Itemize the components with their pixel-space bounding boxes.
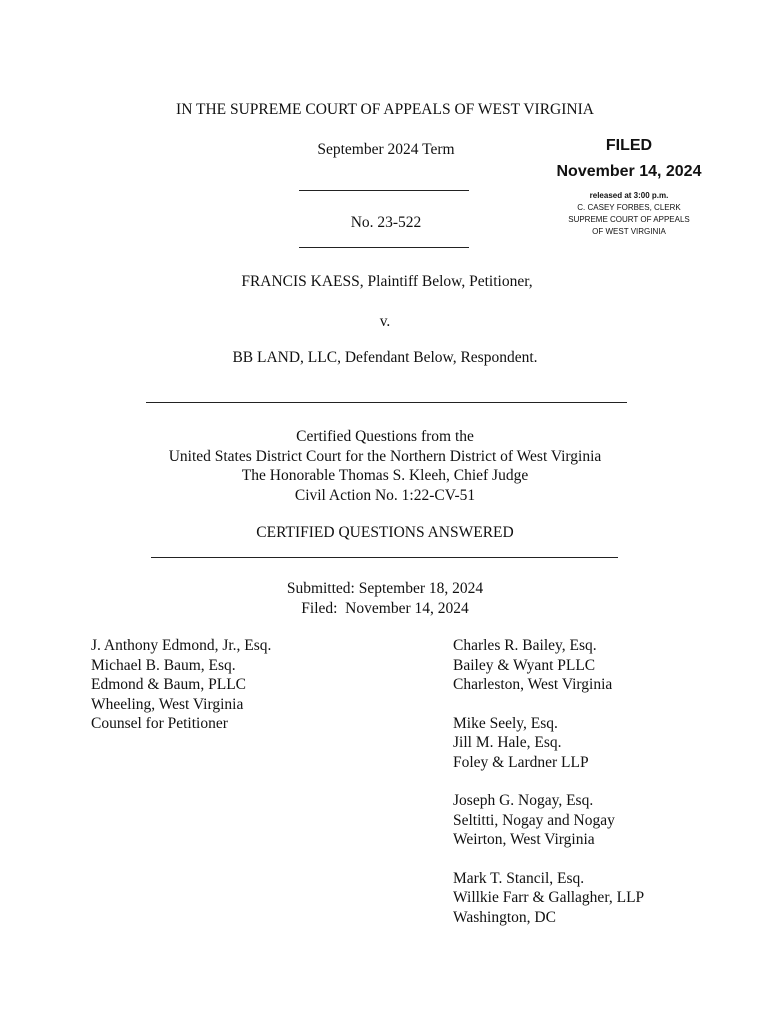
- certification-line: Civil Action No. 1:22-CV-51: [294, 486, 476, 504]
- counsel-line: Willkie Farr & Gallagher, LLP: [453, 889, 645, 906]
- counsel-group: [453, 869, 644, 928]
- filed-stamp-date: November 14, 2024: [556, 163, 702, 180]
- respondent-counsel-block: [453, 636, 644, 946]
- counsel-line: Counsel for Petitioner: [91, 715, 228, 732]
- certification-line: The Honorable Thomas S. Kleeh, Chief Judge: [241, 467, 529, 484]
- filed-stamp-clerk: C. CASEY FORBES, CLERK: [577, 203, 681, 212]
- filed-stamp-state: OF WEST VIRGINIA: [592, 227, 666, 236]
- certification-block: [0, 427, 770, 505]
- versus-label: v.: [379, 313, 391, 330]
- filed-date: Filed: November 14, 2024: [301, 599, 469, 617]
- counsel-line: Charles R. Bailey, Esq.: [453, 637, 597, 654]
- dates-block: [0, 579, 770, 618]
- divider-rule: [146, 402, 627, 403]
- petitioner-counsel-block: [91, 636, 271, 734]
- divider-rule: [299, 247, 469, 248]
- certification-line: United States District Court for the Northern District of West Virginia: [168, 447, 602, 465]
- counsel-line: Mark T. Stancil, Esq.: [453, 869, 585, 887]
- counsel-group: [453, 714, 644, 773]
- court-heading: IN THE SUPREME COURT OF APPEALS OF WEST VIRGINIA: [176, 101, 594, 118]
- certification-line: Certified Questions from the: [296, 428, 474, 445]
- counsel-line: Jill M. Hale, Esq.: [453, 734, 562, 751]
- petitioner-line: FRANCIS KAESS, Plaintiff Below, Petitioner,: [241, 273, 533, 290]
- counsel-line: Seltitti, Nogay and Nogay: [453, 811, 615, 829]
- counsel-line: Charleston, West Virginia: [453, 676, 613, 693]
- counsel-line: Weirton, West Virginia: [453, 831, 595, 848]
- docket-number: No. 23-522: [350, 214, 422, 231]
- counsel-line: Mike Seely, Esq.: [453, 714, 558, 732]
- counsel-line: Bailey & Wyant PLLC: [453, 656, 596, 674]
- counsel-line: Washington, DC: [453, 908, 556, 926]
- counsel-group: [453, 791, 644, 850]
- counsel-line: Foley & Lardner LLP: [453, 753, 589, 771]
- filed-stamp: [548, 136, 710, 238]
- counsel-line: Wheeling, West Virginia: [91, 695, 244, 713]
- counsel-line: Edmond & Baum, PLLC: [91, 676, 246, 693]
- filed-stamp-released: released at 3:00 p.m.: [589, 191, 669, 200]
- submitted-date: Submitted: September 18, 2024: [286, 580, 484, 597]
- disposition-label: CERTIFIED QUESTIONS ANSWERED: [256, 524, 514, 541]
- filed-stamp-court: SUPREME COURT OF APPEALS: [568, 215, 690, 224]
- counsel-line: J. Anthony Edmond, Jr., Esq.: [91, 637, 272, 654]
- respondent-line: BB LAND, LLC, Defendant Below, Respondent.: [232, 349, 538, 366]
- counsel-line: Joseph G. Nogay, Esq.: [453, 792, 594, 809]
- divider-rule: [299, 190, 469, 191]
- counsel-group: [453, 636, 644, 695]
- term-label: September 2024 Term: [317, 141, 455, 158]
- divider-rule: [151, 557, 618, 558]
- filed-stamp-label: FILED: [605, 137, 653, 154]
- counsel-line: Michael B. Baum, Esq.: [91, 656, 236, 674]
